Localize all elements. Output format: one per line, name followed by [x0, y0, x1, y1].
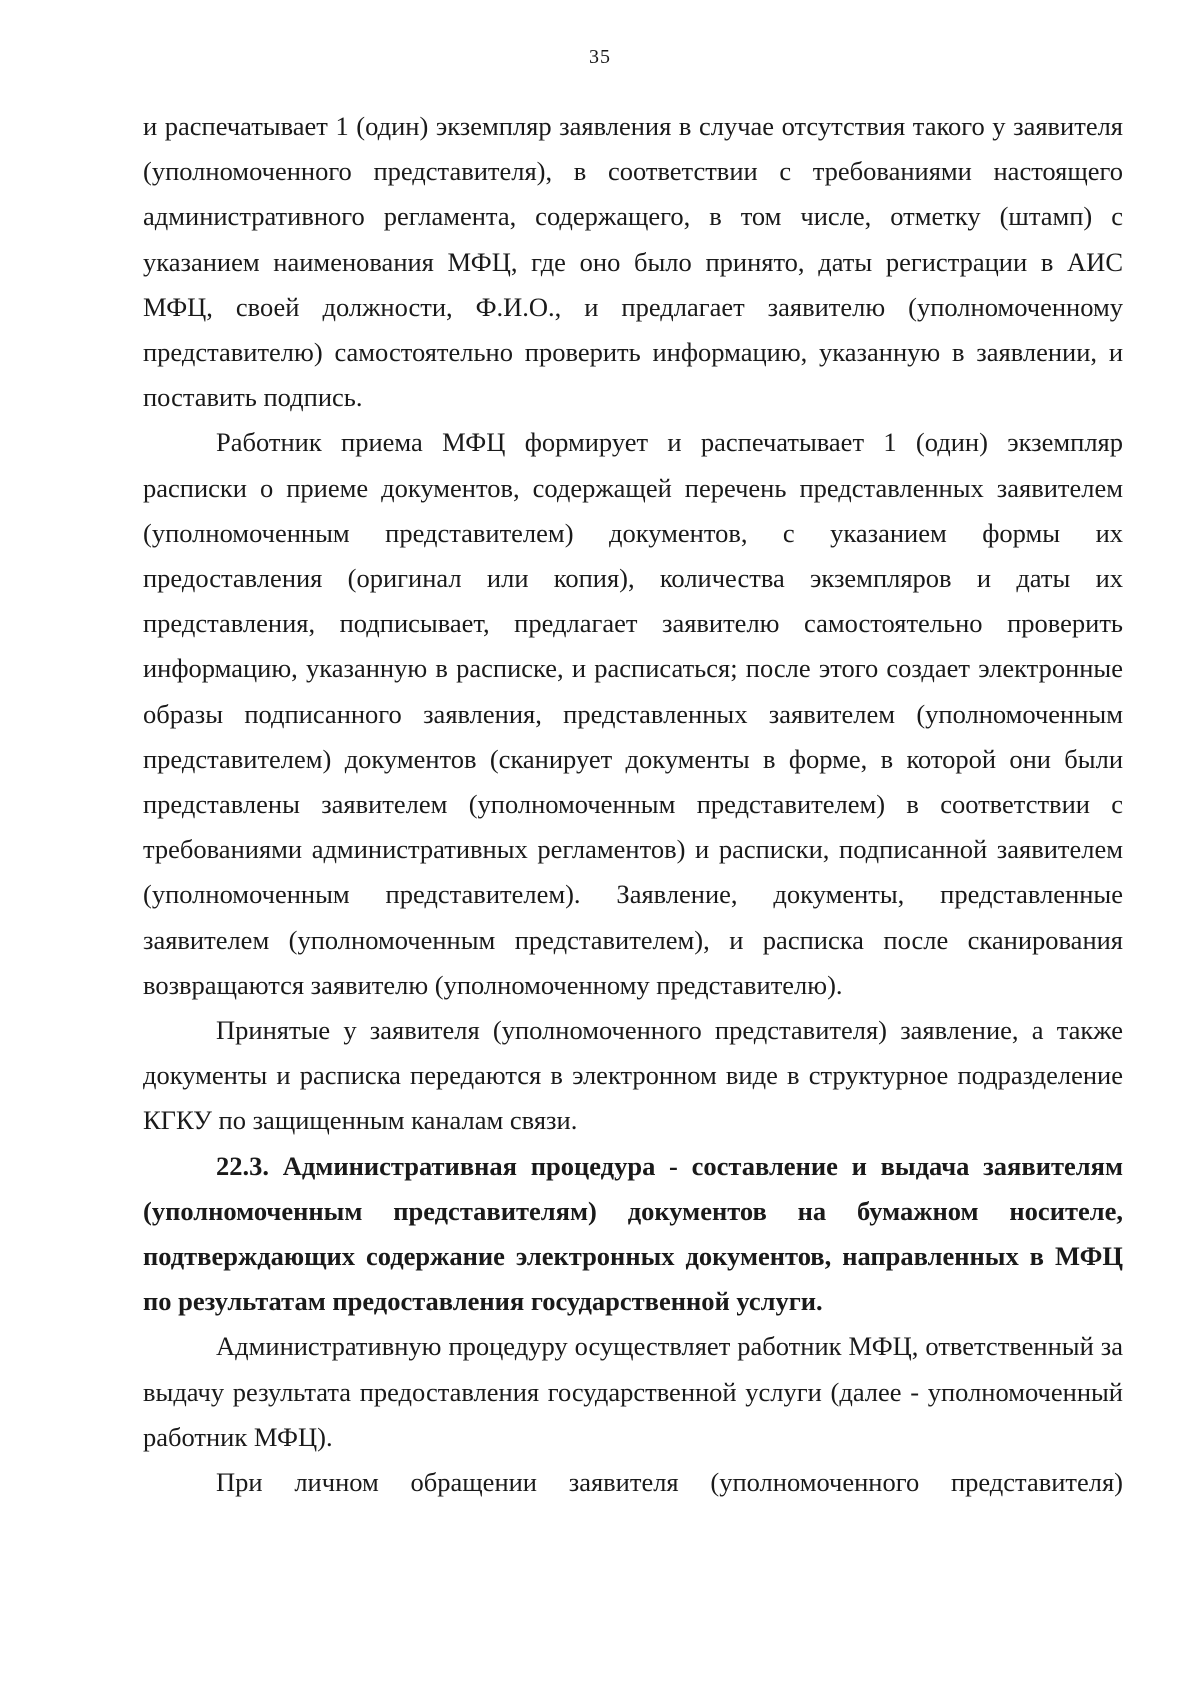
paragraph-continuation: и распечатывает 1 (один) экземпляр заявления в случае отсутствия такого у заявителя (уполномоченного представителя), в соответствии с требованиями настоящего административного регламента, содержащего, в том числе, отметку (штамп) с указанием наименования МФЦ, где оно было принято, даты регистрации в АИС МФЦ, своей должности, Ф.И.О., и предлагает заявителю (уполномоченному представителю) самостоятельно проверить информацию, указанную в заявлении, и поставить подпись.: [143, 111, 1123, 413]
paragraph-personal-visit: При личном обращении заявителя (уполномоченного представителя): [216, 1467, 1123, 1498]
section-heading-22-3: 22.3. Административная процедура - составление и выдача заявителям (уполномоченным представителям) документов на бумажном носителе, подтверждающих содержание электронных документов, направленных в МФЦ по результатам предоставления государственной услуги.: [143, 1150, 1123, 1317]
paragraph-receipt: Работник приема МФЦ формирует и распечатывает 1 (один) экземпляр расписки о приеме документов, содержащей перечень представленных заявителем (уполномоченным представителем) документов, с указанием формы их предоставления (оригинал или копия), количества экземпляров и даты их представления, подписывает, предлагает заявителю самостоятельно проверить информацию, указанную в расписке, и расписаться; после этого создает электронные образы подписанного заявления, представленных заявителем (уполномоченным представителем) документов (сканирует документы в форме, в которой они были представлены заявителем (уполномоченным представителем) в соответствии с требованиями административных регламентов) и расписки, подписанной заявителем (уполномоченным представителем). Заявление, документы, представленные заявителем (уполномоченным представителем), и расписка после сканирования возвращаются заявителю (уполномоченному представителю).: [143, 427, 1123, 1000]
document-body: [143, 104, 1123, 1505]
paragraph-procedure-performer: Административную процедуру осуществляет работник МФЦ, ответственный за выдачу результата предоставления государственной услуги (далее - уполномоченный работник МФЦ).: [143, 1331, 1123, 1452]
page-number: 35: [589, 46, 611, 68]
paragraph-transfer: Принятые у заявителя (уполномоченного представителя) заявление, а также документы и расписка передаются в электронном виде в структурное подразделение КГКУ по защищенным каналам связи.: [143, 1015, 1123, 1136]
